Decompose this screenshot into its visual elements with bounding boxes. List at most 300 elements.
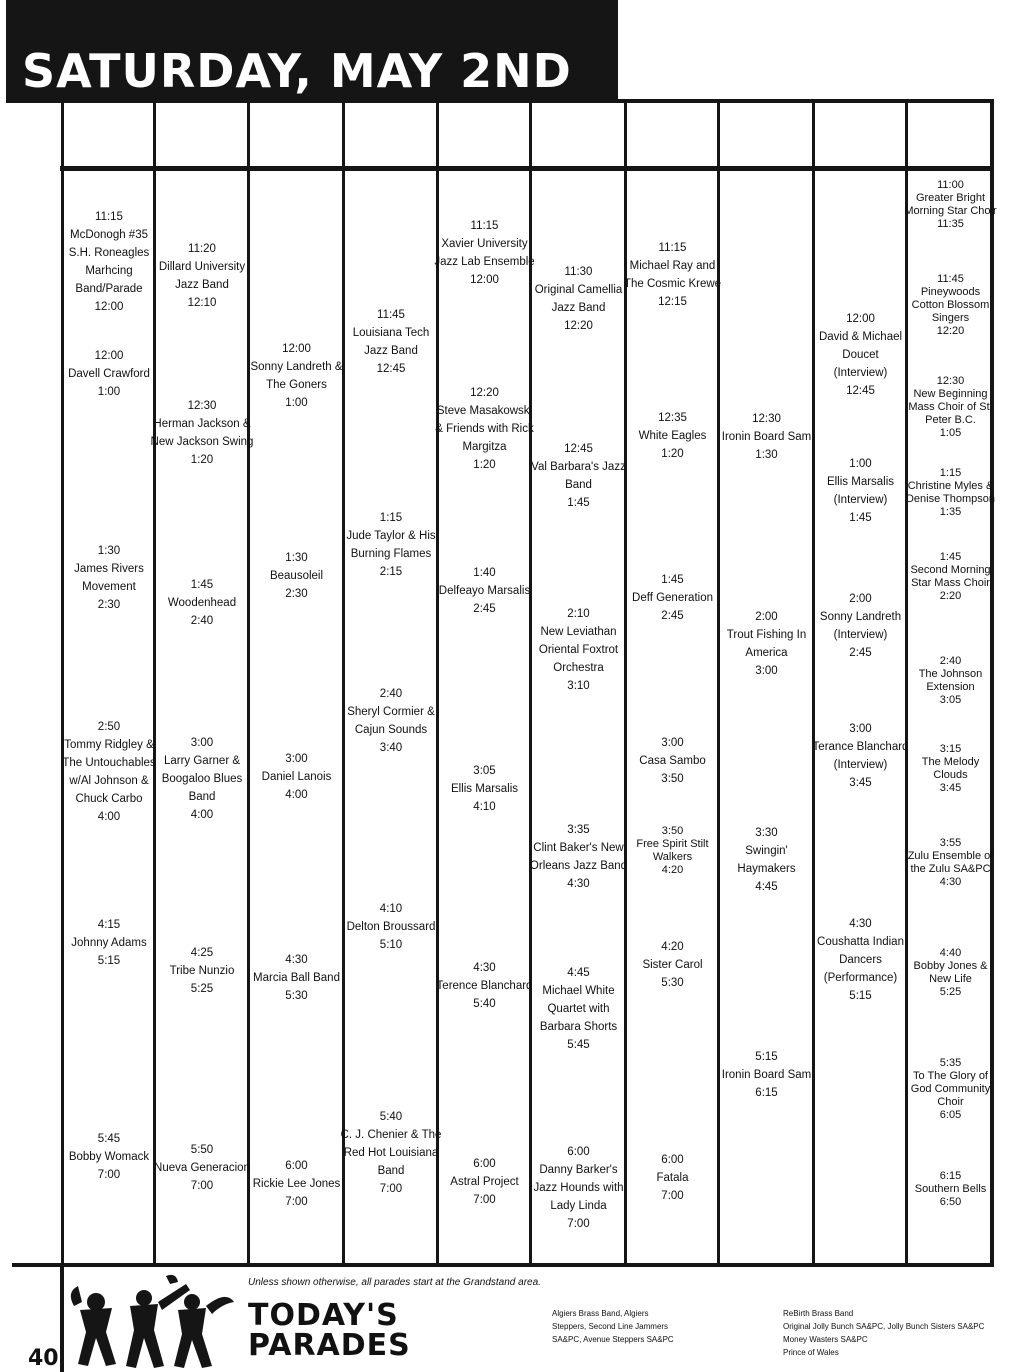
performer-name: James Rivers	[74, 563, 144, 575]
performer-name: Jazz Band	[551, 302, 606, 314]
schedule-entry	[151, 397, 254, 469]
performer-name: (Interview)	[833, 629, 888, 641]
parade-list-line: Steppers, Second Line Jammers	[552, 1322, 669, 1331]
performer-name: Terance Blanchard	[812, 741, 909, 753]
start-time: 3:00	[190, 737, 214, 749]
start-time: 3:35	[567, 824, 590, 836]
end-time: 4:20	[661, 864, 684, 876]
start-time: 4:40	[939, 947, 962, 959]
schedule-entry	[270, 549, 323, 603]
start-time: 4:15	[97, 919, 121, 931]
schedule-entry	[657, 1151, 689, 1205]
end-time: 5:30	[661, 977, 684, 989]
start-time: 6:00	[473, 1158, 496, 1170]
end-time: 12:00	[470, 274, 499, 286]
performer-name: Cajun Sounds	[354, 724, 428, 736]
performer-name: Oriental Foxtrot	[538, 644, 619, 656]
schedule-entry	[727, 608, 806, 680]
end-time: 4:00	[97, 811, 121, 823]
schedule-entry	[911, 1057, 990, 1122]
schedule-entry	[170, 944, 235, 998]
performer-name: Barbara Shorts	[539, 1021, 618, 1033]
start-time: 4:20	[661, 941, 684, 953]
end-time: 1:05	[939, 427, 962, 439]
performer-name: Swingin'	[745, 845, 788, 857]
performer-name: Clouds	[933, 769, 968, 781]
performer-name: Band/Parade	[75, 283, 143, 295]
schedule-entry	[341, 1108, 442, 1198]
performer-name: Rickie Lee Jones	[252, 1178, 341, 1190]
schedule-entry	[253, 951, 340, 1005]
performer-name: Original Camellia	[534, 284, 623, 296]
parades-note: Unless shown otherwise, all parades start at the Grandstand area.	[248, 1277, 541, 1288]
performer-name: Sheryl Cormier &	[347, 706, 435, 718]
parade-list-line: Algiers Brass Band, Algiers	[552, 1309, 649, 1318]
start-time: 1:45	[190, 579, 214, 591]
performer-name: Band	[377, 1165, 405, 1177]
schedule-entry	[434, 217, 534, 289]
performer-name: Clint Baker's New	[533, 842, 624, 854]
schedule-entry	[168, 576, 236, 630]
schedule-entry	[531, 440, 626, 512]
schedule-entry	[68, 347, 150, 401]
end-time: 3:40	[379, 742, 403, 754]
start-time: 12:20	[470, 387, 499, 399]
header-divider	[60, 166, 994, 171]
start-time: 12:00	[846, 313, 875, 325]
start-time: 11:15	[658, 242, 687, 254]
start-time: 11:15	[470, 220, 499, 232]
parades-title-line-1: TODAY'S	[248, 1298, 399, 1333]
start-time: 12:00	[282, 343, 311, 355]
start-time: 5:50	[190, 1144, 214, 1156]
performer-name: Casa Sambo	[639, 755, 706, 767]
performer-name: The Melody	[921, 756, 980, 768]
start-time: 3:15	[939, 743, 962, 755]
start-time: 6:00	[661, 1154, 684, 1166]
performer-name: Trout Fishing In	[726, 629, 807, 641]
performer-name: The Untouchables	[62, 757, 156, 769]
end-time: 12:45	[376, 363, 406, 375]
performer-name: Val Barbara's Jazz	[531, 461, 626, 473]
performer-name: & Friends with Rick	[435, 423, 534, 435]
performer-name: McDonogh #35	[69, 229, 148, 241]
performer-name: Marhcing	[85, 265, 133, 277]
start-time: 5:15	[755, 1051, 778, 1063]
schedule-entry	[69, 208, 150, 316]
performer-name: Coushatta Indian	[817, 936, 904, 948]
start-time: 11:00	[937, 179, 964, 191]
performer-name: David & Michael	[818, 331, 903, 343]
column-divider	[342, 99, 345, 1267]
end-time: 5:15	[97, 955, 121, 967]
performer-name: Free Spirit Stilt	[636, 838, 709, 850]
performer-name: Xavier University	[441, 238, 528, 250]
end-time: 2:30	[285, 588, 308, 600]
performer-name: Christine Myles &	[907, 480, 994, 492]
parade-dancers-illustration	[66, 1272, 238, 1372]
end-time: 3:10	[567, 680, 590, 692]
end-time: 1:20	[661, 448, 684, 460]
schedule-entry	[162, 734, 243, 824]
end-time: 7:00	[285, 1196, 308, 1208]
parade-list-line: SA&PC, Avenue Steppers SA&PC	[552, 1335, 674, 1344]
schedule-entry	[71, 916, 146, 970]
schedule-entry	[906, 467, 995, 519]
end-time: 5:30	[285, 990, 308, 1002]
schedule-entry	[636, 825, 708, 877]
start-time: 1:30	[285, 552, 308, 564]
end-time: 11:35	[937, 218, 964, 230]
schedule-entry	[539, 605, 618, 695]
parades-title	[248, 1298, 411, 1363]
start-time: 12:35	[658, 412, 687, 424]
end-time: 2:45	[473, 603, 496, 615]
performer-name: Sonny Landreth	[819, 611, 902, 623]
schedule-entry	[737, 824, 795, 896]
end-time: 3:00	[755, 665, 778, 677]
schedule-entry	[912, 273, 990, 338]
schedule-entry	[820, 590, 901, 662]
parades-title-line-2: PARADES	[248, 1328, 411, 1363]
end-time: 2:45	[661, 610, 684, 622]
performer-name: Burning Flames	[350, 548, 432, 560]
schedule-entry	[904, 179, 996, 231]
end-time: 5:45	[567, 1039, 590, 1051]
end-time: 1:45	[567, 497, 590, 509]
end-time: 2:40	[190, 615, 214, 627]
schedule-entry	[250, 340, 342, 412]
start-time: 11:45	[937, 273, 964, 285]
performer-name: New Leviathan	[540, 626, 617, 638]
start-time: 2:40	[379, 688, 403, 700]
title-banner	[6, 0, 618, 103]
start-time: 6:15	[939, 1170, 962, 1182]
schedule-entry	[159, 240, 245, 312]
schedule-entry	[624, 239, 721, 311]
performer-name: Greater Bright	[915, 192, 986, 204]
performer-name: Ironin Board Sam	[721, 1069, 812, 1081]
performer-name: Pineywoods	[920, 286, 981, 298]
start-time: 12:45	[564, 443, 593, 455]
start-time: 6:00	[567, 1146, 590, 1158]
start-time: 3:00	[661, 737, 684, 749]
performer-name: Cotton Blossom	[911, 299, 990, 311]
end-time: 3:45	[939, 782, 962, 794]
performer-name: Extension	[926, 681, 975, 693]
performer-name: Star Mass Choir	[911, 577, 990, 589]
performer-name: Larry Garner &	[163, 755, 241, 767]
performer-name: Singers	[931, 312, 970, 324]
schedule-entry	[817, 915, 904, 1005]
performer-name: Herman Jackson &	[153, 418, 251, 430]
end-time: 12:45	[846, 385, 875, 397]
start-time: 1:30	[97, 545, 121, 557]
performer-name: w/Al Johnson &	[69, 775, 149, 787]
schedule-entry	[919, 655, 983, 707]
performer-name: Davell Crawford	[68, 368, 150, 380]
schedule-entry	[535, 263, 623, 335]
performer-name: Bobby Womack	[68, 1151, 150, 1163]
performer-name: Nueva Generacion	[154, 1162, 250, 1174]
performer-name: Walkers	[652, 851, 693, 863]
performer-name: Louisiana Tech	[352, 327, 430, 339]
schedule-entry	[722, 410, 812, 464]
performer-name: Michael Ray and	[629, 260, 716, 272]
column-divider	[247, 99, 250, 1267]
page-title: SATURDAY, MAY 2ND	[22, 44, 572, 98]
start-time: 3:50	[661, 825, 684, 837]
performer-name: Woodenhead	[167, 597, 237, 609]
schedule-entry	[530, 821, 627, 893]
start-time: 5:40	[379, 1111, 403, 1123]
start-time: 3:30	[755, 827, 778, 839]
start-time: 12:30	[752, 413, 781, 425]
schedule-entry	[253, 1157, 341, 1211]
end-time: 1:00	[285, 397, 308, 409]
end-time: 6:50	[939, 1196, 962, 1208]
end-time: 7:00	[379, 1183, 403, 1195]
performer-name: Jazz Band	[364, 345, 418, 357]
performer-name: Sister Carol	[642, 959, 703, 971]
schedule-entry	[922, 743, 979, 795]
end-time: 4:00	[285, 789, 308, 801]
end-time: 4:00	[190, 809, 214, 821]
schedule-entry	[262, 750, 332, 804]
performer-name: White Eagles	[638, 430, 707, 442]
performer-name: Jazz Lab Ensemble	[434, 256, 535, 268]
performer-name: Ellis Marsalis	[826, 476, 895, 488]
start-time: 2:50	[97, 721, 121, 733]
schedule-entry	[346, 509, 435, 581]
schedule-entry	[914, 947, 988, 999]
schedule-entry	[74, 542, 144, 614]
schedule-entry	[533, 1143, 623, 1233]
parades-list-left	[552, 1307, 674, 1346]
performer-name: Danny Barker's	[539, 1164, 618, 1176]
performer-name: (Interview)	[833, 759, 888, 771]
performer-name: New Jackson Swing	[150, 436, 254, 448]
start-time: 2:10	[567, 608, 590, 620]
schedule-entry	[639, 734, 705, 788]
schedule-entry	[813, 720, 909, 792]
performer-name: Jude Taylor & His	[346, 530, 436, 542]
start-time: 2:00	[755, 611, 778, 623]
performer-name: (Interview)	[833, 367, 888, 379]
performer-name: Steve Masakowski	[436, 405, 533, 417]
performer-name: Tribe Nunzio	[169, 965, 235, 977]
performer-name: Sonny Landreth &	[250, 361, 343, 373]
end-time: 7:00	[567, 1218, 590, 1230]
performer-name: Daniel Lanois	[261, 771, 332, 783]
end-time: 12:20	[936, 325, 965, 337]
performer-name: Margitza	[462, 441, 507, 453]
end-time: 12:15	[658, 296, 687, 308]
start-time: 1:15	[379, 512, 403, 524]
parade-list-line: Money Wasters SA&PC	[783, 1335, 868, 1344]
schedule-entry	[915, 1170, 987, 1209]
column-divider	[905, 99, 908, 1267]
parade-list-line: ReBirth Brass Band	[783, 1309, 854, 1318]
performer-name: God Community	[910, 1083, 991, 1095]
end-time: 5:25	[190, 983, 214, 995]
start-time: 11:45	[377, 309, 405, 321]
end-time: 4:30	[939, 876, 962, 888]
start-time: 1:00	[849, 458, 872, 470]
schedule-entry	[819, 310, 902, 400]
performer-name: the Zulu SA&PC	[910, 863, 991, 875]
end-time: 1:00	[97, 386, 121, 398]
end-time: 2:15	[379, 566, 403, 578]
parade-list-line: Prince of Wales	[783, 1348, 839, 1357]
end-time: 3:45	[849, 777, 872, 789]
end-time: 4:30	[567, 878, 590, 890]
start-time: 11:20	[188, 243, 216, 255]
performer-name: Haymakers	[737, 863, 796, 875]
end-time: 12:10	[187, 297, 217, 309]
start-time: 1:40	[473, 567, 496, 579]
column-divider	[61, 99, 64, 1267]
end-time: 3:05	[939, 694, 962, 706]
schedule-entry	[353, 306, 430, 378]
performer-name: Orleans Jazz Band	[529, 860, 628, 872]
schedule-entry	[450, 1155, 518, 1209]
schedule-entry	[62, 718, 155, 826]
performer-name: Band	[565, 479, 592, 491]
performer-name: Deff Generation	[632, 592, 713, 604]
start-time: 3:00	[849, 723, 872, 735]
end-time: 2:20	[939, 590, 962, 602]
performer-name: S.H. Roneagles	[68, 247, 150, 259]
schedule-entry	[69, 1130, 149, 1184]
end-time: 1:30	[755, 449, 778, 461]
performer-name: Jazz Band	[175, 279, 229, 291]
performer-name: Bobby Jones &	[913, 960, 988, 972]
start-time: 2:00	[849, 593, 872, 605]
end-time: 5:40	[473, 998, 496, 1010]
performer-name: Morning Star Choir	[904, 205, 997, 217]
performer-name: Jazz Hounds with	[533, 1182, 624, 1194]
performer-name: Delfeayo Marsalis	[438, 585, 531, 597]
schedule-entry	[827, 455, 894, 527]
start-time: 12:30	[936, 375, 965, 387]
performer-name: Boogaloo Blues	[161, 773, 243, 785]
column-divider	[153, 99, 156, 1267]
performer-name: Dancers	[839, 954, 882, 966]
performer-name: Doucet	[842, 349, 879, 361]
start-time: 4:30	[473, 962, 496, 974]
performer-name: Beausoleil	[269, 570, 324, 582]
performer-name: The Cosmic Krewe	[623, 278, 722, 290]
performer-name: Ellis Marsalis	[450, 783, 519, 795]
end-time: 6:15	[755, 1087, 778, 1099]
end-time: 12:00	[94, 301, 124, 313]
parade-list-line: Original Jolly Bunch SA&PC, Jolly Bunch Sisters SA&PC	[783, 1322, 985, 1331]
end-time: 4:10	[473, 801, 496, 813]
schedule-entry	[540, 964, 617, 1054]
schedule-entry	[154, 1141, 250, 1195]
performer-name: Band	[188, 791, 216, 803]
performer-name: (Performance)	[823, 972, 898, 984]
performer-name: Zulu Ensemble of	[907, 850, 994, 862]
start-time: 2:40	[939, 655, 962, 667]
performer-name: America	[745, 647, 788, 659]
start-time: 12:00	[94, 350, 124, 362]
end-time: 5:15	[849, 990, 872, 1002]
start-time: 1:45	[939, 551, 962, 563]
performer-name: The Johnson	[918, 668, 983, 680]
performer-name: Second Morning	[910, 564, 991, 576]
parades-list-right	[783, 1307, 984, 1359]
end-time: 3:50	[661, 773, 684, 785]
schedule-entry	[347, 900, 436, 954]
end-time: 1:45	[849, 512, 872, 524]
performer-name: Red Hot Louisiana	[343, 1147, 439, 1159]
performer-name: Marcia Ball Band	[253, 972, 340, 984]
start-time: 3:00	[285, 753, 308, 765]
schedule-entry	[908, 837, 994, 889]
schedule-entry	[632, 571, 713, 625]
performer-name: Denise Thompson	[905, 493, 996, 505]
column-divider	[812, 99, 815, 1267]
end-time: 4:45	[755, 881, 778, 893]
start-time: 4:30	[849, 918, 872, 930]
end-time: 7:00	[190, 1180, 214, 1192]
performer-name: Johnny Adams	[71, 937, 147, 949]
page-number-rule	[60, 1267, 64, 1372]
schedule-entry	[451, 762, 518, 816]
start-time: 3:05	[473, 765, 496, 777]
performer-name: Choir	[937, 1096, 964, 1108]
performer-name: Astral Project	[450, 1176, 519, 1188]
start-time: 4:45	[567, 967, 590, 979]
schedule-entry	[347, 685, 435, 757]
end-time: 1:35	[939, 506, 962, 518]
schedule-entry	[437, 959, 533, 1013]
performer-name: To The Glory of	[912, 1070, 988, 1082]
performer-name: Ironin Board Sam	[721, 431, 812, 443]
end-time: 6:05	[939, 1109, 962, 1121]
start-time: 12:30	[187, 400, 217, 412]
performer-name: Chuck Carbo	[75, 793, 143, 805]
performer-name: Tommy Ridgley &	[64, 739, 154, 751]
performer-name: New Life	[929, 973, 972, 985]
performer-name: Mass Choir of St.	[908, 401, 993, 413]
end-time: 7:00	[97, 1169, 121, 1181]
grid-bottom-rule	[12, 1263, 994, 1267]
end-time: 12:20	[564, 320, 593, 332]
start-time: 5:35	[939, 1057, 962, 1069]
schedule-entry	[439, 564, 530, 618]
end-time: 1:20	[473, 459, 496, 471]
schedule-entry	[639, 409, 707, 463]
performer-name: Terence Blanchard	[436, 980, 533, 992]
start-time: 5:45	[97, 1133, 121, 1145]
performer-name: Southern Bells	[914, 1183, 987, 1195]
performer-name: The Goners	[266, 379, 327, 391]
start-time: 1:45	[661, 574, 684, 586]
page-number: 40	[28, 1346, 59, 1371]
schedule-entry	[435, 384, 533, 474]
schedule-entry	[642, 938, 702, 992]
end-time: 7:00	[661, 1190, 684, 1202]
schedule-entry	[910, 551, 990, 603]
end-time: 5:25	[939, 986, 962, 998]
performer-name: Quartet with	[547, 1003, 610, 1015]
end-time: 7:00	[473, 1194, 496, 1206]
performer-name: Orchestra	[553, 662, 604, 674]
start-time: 4:10	[379, 903, 403, 915]
